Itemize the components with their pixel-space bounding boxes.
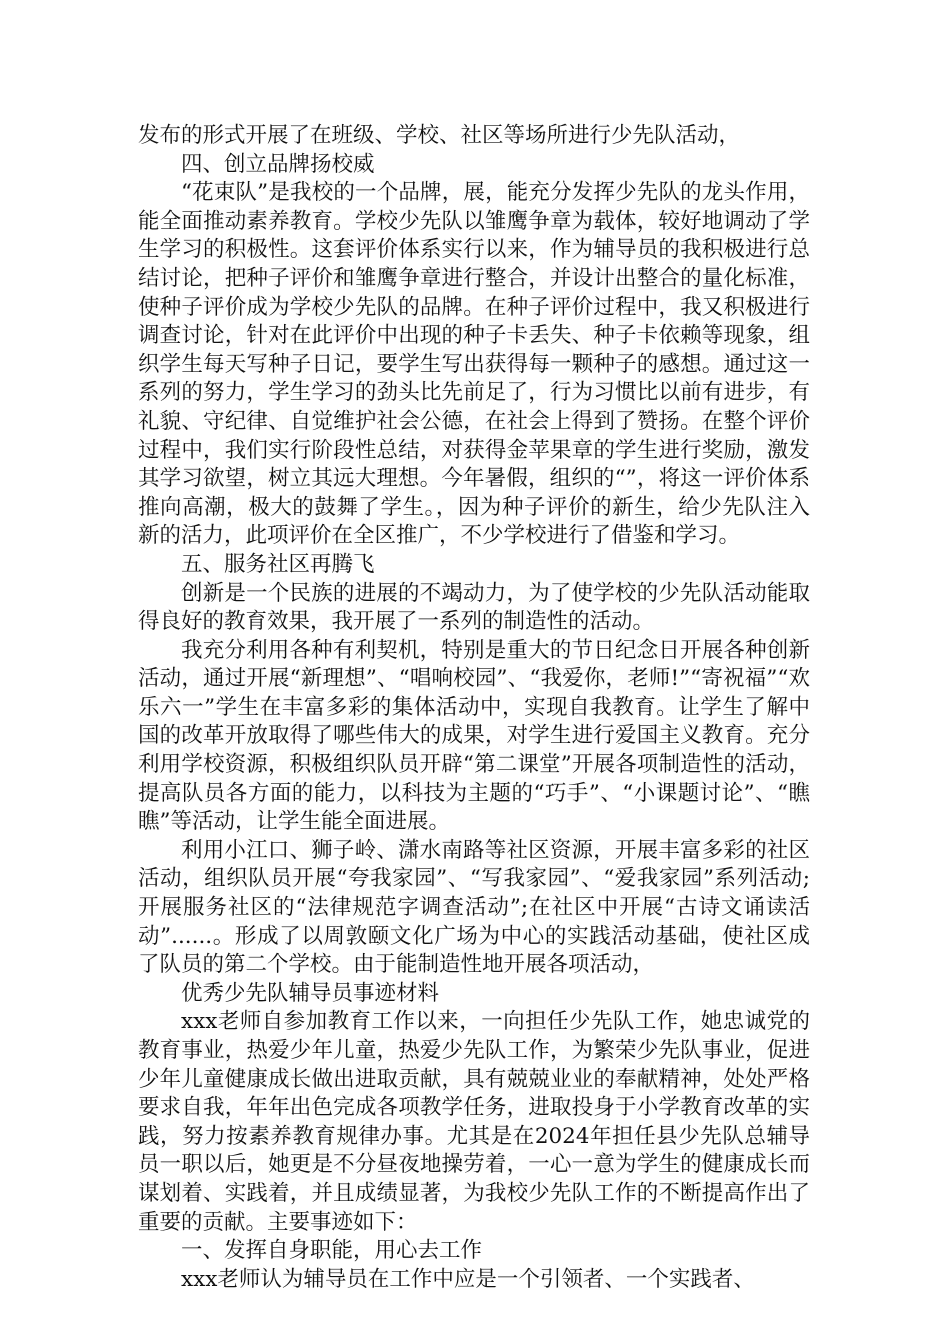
section-heading-1: 一、发挥自身职能，用心去工作 bbox=[181, 1238, 483, 1264]
paragraph-5: 创新是一个民族的进展的不竭动力，为了使学校的少先队活动能取得良好的教育效果，我开展了一系列的制造性的活动。 bbox=[138, 580, 810, 635]
paragraph-7: 利用小江口、狮子岭、潇水南路等社区资源，开展丰富多彩的社区活动，组织队员开展“夸我家园”、“写我家园”、“爱我家园”系列活动;开展服务社区的“法律规范字调查活动”;在社区中开展“古诗文诵读活动”......。形成了以周敦颐文化广场为中心的实践活动基础，使社区成了队员的第二个学校。由于能制造性地开展各项活动， bbox=[138, 837, 810, 978]
paragraph-9: xxx老师自参加教育工作以来，一向担任少先队工作，她忠诚党的教育事业，热爱少年儿童，热爱少先队工作，为繁荣少先队事业，促进少年儿童健康成长做出进取贡献，具有兢兢业业的奉献精神，处处严格要求自我，年年出色完成各项教学任务，进取投身于小学教育改革的实践，努力按素养教育规律办事。尤其是在2024年担任县少先队总辅导员一职以后，她更是不分昼夜地操劳着，一心一意为学生的健康成长而谋划着、实践着，并且成绩显著，为我校少先队工作的不断提高作出了重要的贡献。主要事迹如下： bbox=[138, 1009, 810, 1235]
section-heading-5: 五、服务社区再腾飞 bbox=[181, 551, 375, 577]
paragraph-1: 发布的形式开展了在班级、学校、社区等场所进行少先队活动， bbox=[138, 123, 741, 148]
document-title: 优秀少先队辅导员事迹材料 bbox=[181, 980, 440, 1006]
paragraph-3: “花束队”是我校的一个品牌，展，能充分发挥少先队的龙头作用，能全面推动素养教育。学校少先队以雏鹰争章为载体，较好地调动了学生学习的积极性。这套评价体系实行以来，作为辅导员的我积极进行总结讨论，把种子评价和雏鹰争章进行整合，并设计出整合的量化标准，使种子评价成为学校少先队的品牌。在种子评价过程中，我又积极进行调查讨论，针对在此评价中出现的种子卡丢失、种子卡依赖等现象，组织学生每天写种子日记，要学生写出获得每一颗种子的感想。通过这一系列的努力，学生学习的劲头比先前足了，行为习惯比以前有进步，有礼貌、守纪律、自觉维护社会公德，在社会上得到了赞扬。在整个评价过程中，我们实行阶段性总结，对获得金苹果章的学生进行奖励，激发其学习欲望，树立其远大理想。今年暑假，组织的“”，将这一评价体系推向高潮，极大的鼓舞了学生。，因为种子评价的新生，给少先队注入新的活力，此项评价在全区推广，不少学校进行了借鉴和学习。 bbox=[138, 180, 810, 549]
paragraph-11: xxx老师认为辅导员在工作中应是一个引领者、一个实践者、 bbox=[181, 1266, 755, 1292]
document-page bbox=[138, 122, 810, 1294]
section-heading-4: 四、创立品牌扬校威 bbox=[181, 151, 375, 177]
paragraph-6: 我充分利用各种有利契机，特别是重大的节日纪念日开展各种创新活动，通过开展“新理想”、“唱响校园”、“我爱你，老师!”“寄祝福”“欢乐六一”学生在丰富多彩的集体活动中，实现自我教育。让学生了解中国的改革开放取得了哪些伟大的成果，对学生进行爱国主义教育。充分利用学校资源，积极组织队员开辟“第二课堂”开展各项制造性的活动，提高队员各方面的能力，以科技为主题的“巧手”、“小课题讨论”、“瞧瞧”等活动，让学生能全面进展。 bbox=[138, 637, 810, 835]
